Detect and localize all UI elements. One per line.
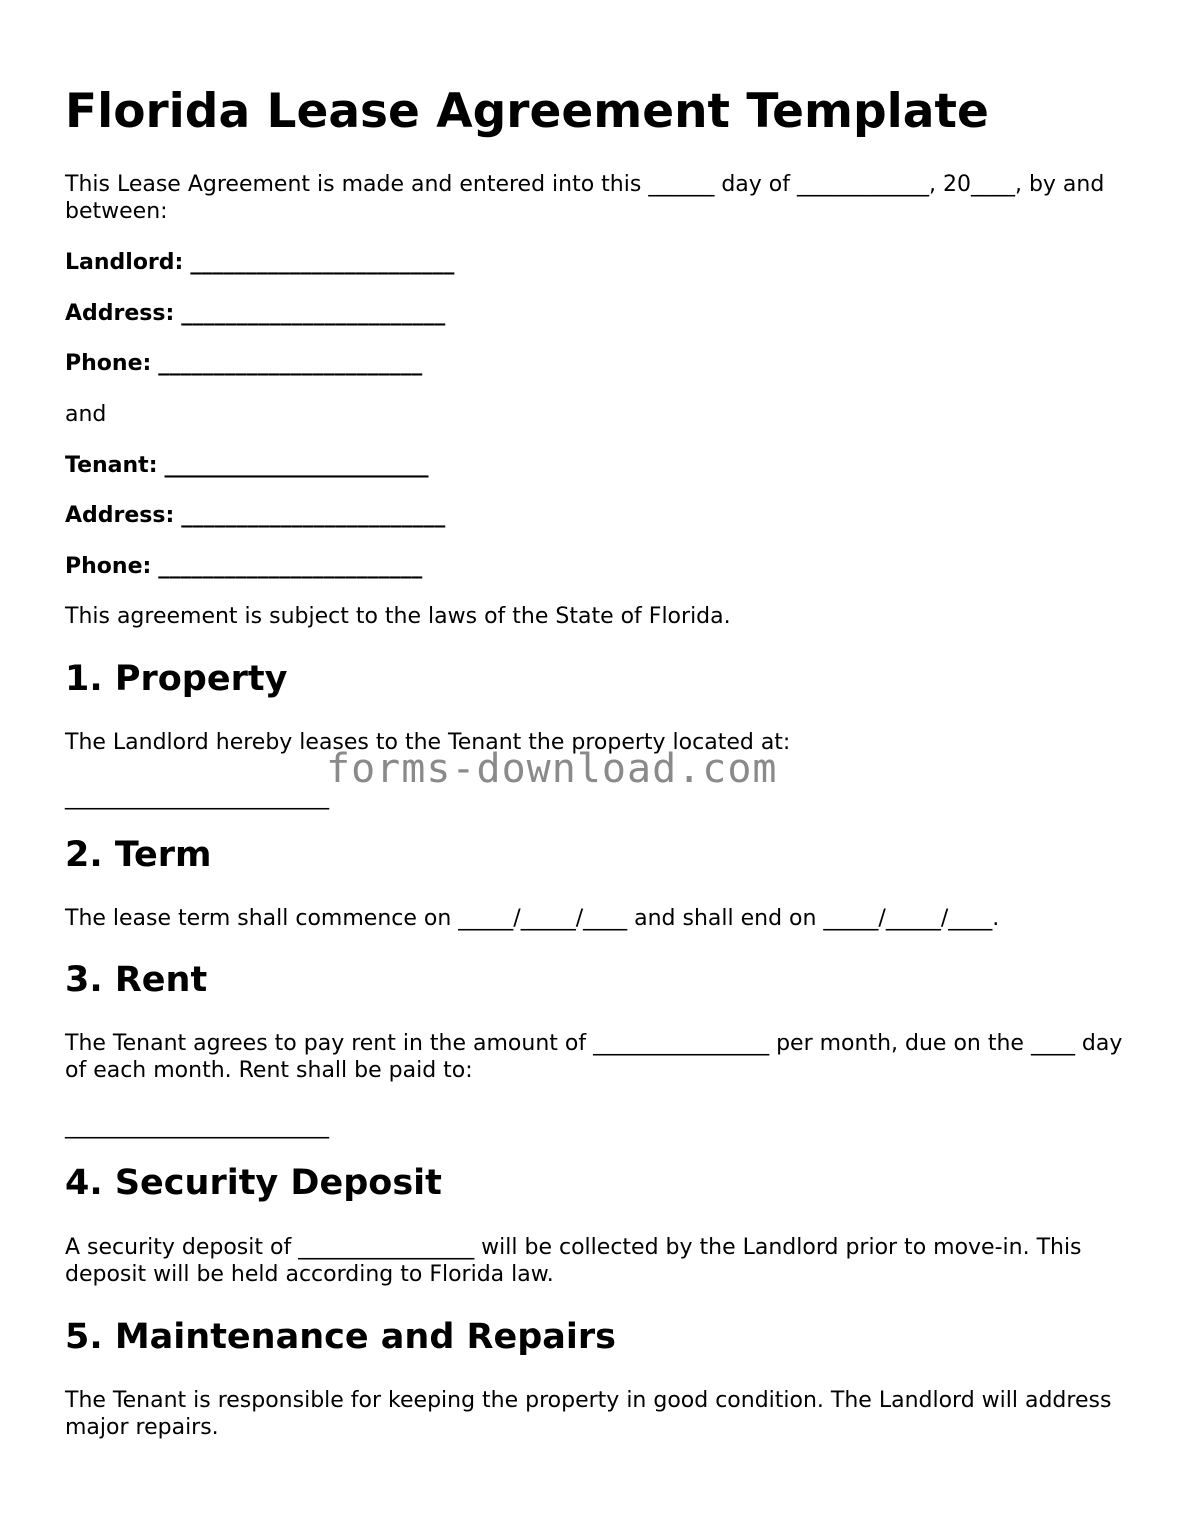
tenant-name-label: Tenant: (65, 453, 158, 478)
tenant-address-blank: ________________________ (181, 503, 446, 528)
landlord-phone-label: Phone: (65, 351, 152, 376)
landlord-address-blank: ________________________ (181, 301, 446, 326)
landlord-phone-blank: ________________________ (158, 351, 423, 376)
section-property-heading: 1. Property (65, 659, 288, 699)
section-term-text: The lease term shall commence on _____/_____/____ and shall end on _____/_____/____. (65, 906, 1000, 931)
governing-law-text: This agreement is subject to the laws of the State of Florida. (65, 604, 731, 629)
watermark-text: forms-download.com (326, 746, 778, 792)
section-rent-text: The Tenant agrees to pay rent in the amount of ________________ per month, due on the ____ day of each month. Rent shall be paid to: (65, 1031, 1123, 1083)
landlord-name-blank: ________________________ (190, 250, 455, 275)
tenant-name-blank: ________________________ (164, 453, 429, 478)
tenant-address-field (65, 502, 445, 529)
section-rent-heading: 3. Rent (65, 960, 208, 1000)
landlord-address-label: Address: (65, 301, 175, 326)
section-deposit-text: A security deposit of ________________ will be collected by the Landlord prior to move-in. This deposit will be held according to Florida law. (65, 1235, 1082, 1287)
landlord-phone-field (65, 350, 422, 377)
tenant-phone-field (65, 553, 422, 580)
landlord-name-label: Landlord: (65, 250, 184, 275)
and-text: and (65, 402, 107, 427)
tenant-phone-blank: ________________________ (158, 554, 423, 579)
intro-paragraph: This Lease Agreement is made and entered into this ______ day of ____________, 20____, by and between: (65, 172, 1105, 224)
tenant-name-field (65, 452, 429, 479)
landlord-address-field (65, 300, 445, 327)
section-maintenance-text: The Tenant is responsible for keeping the property in good condition. The Landlord will address major repairs. (65, 1388, 1112, 1440)
section-term-heading: 2. Term (65, 835, 212, 875)
rent-payee-blank: ________________________ (65, 1114, 329, 1139)
property-address-blank: ________________________ (65, 785, 329, 810)
section-maintenance-heading: 5. Maintenance and Repairs (65, 1317, 617, 1357)
tenant-phone-label: Phone: (65, 554, 152, 579)
landlord-name-field (65, 249, 454, 276)
tenant-address-label: Address: (65, 503, 175, 528)
section-property-text: The Landlord hereby leases to the Tenant the property located at: (65, 730, 791, 755)
document-title: Florida Lease Agreement Template (65, 84, 989, 139)
section-deposit-heading: 4. Security Deposit (65, 1163, 442, 1203)
